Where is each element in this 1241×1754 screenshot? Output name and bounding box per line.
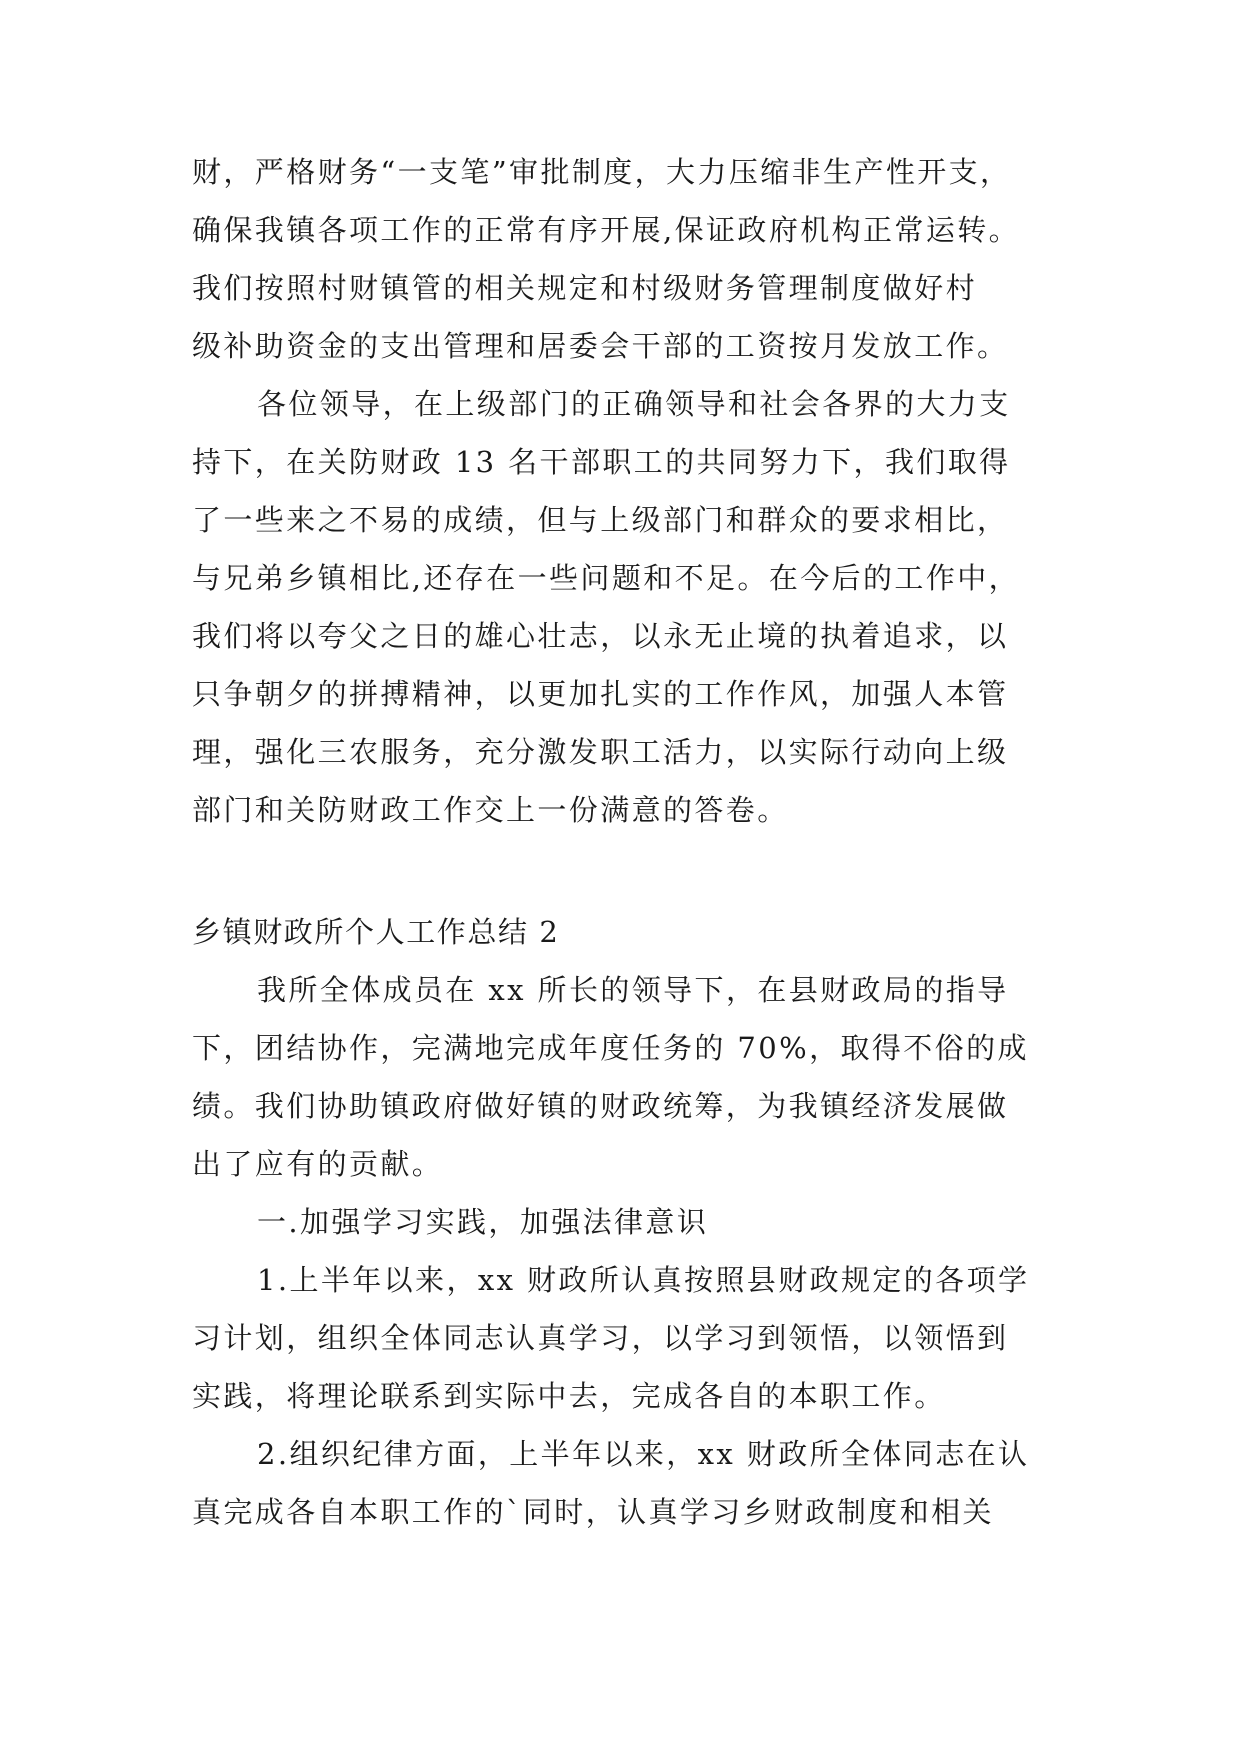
paragraph-line: 我所全体成员在 xx 所长的领导下，在县财政局的指导 bbox=[257, 973, 1009, 1007]
paragraph-line: 只争朝夕的拼搏精神，以更加扎实的工作作风，加强人本管 bbox=[192, 677, 1009, 711]
paragraph-line: 我们将以夸父之日的雄心壮志，以永无止境的执着追求，以 bbox=[192, 619, 1009, 653]
subsection-heading: 一.加强学习实践，加强法律意识 bbox=[257, 1205, 709, 1239]
paragraph-line: 部门和关防财政工作交上一份满意的答卷。 bbox=[192, 793, 789, 827]
paragraph-line: 真完成各自本职工作的`同时，认真学习乡财政制度和相关 bbox=[192, 1495, 994, 1529]
paragraph-line: 出了应有的贡献。 bbox=[192, 1147, 444, 1181]
section-heading: 乡镇财政所个人工作总结 2 bbox=[192, 915, 560, 949]
paragraph-line: 绩。我们协助镇政府做好镇的财政统筹，为我镇经济发展做 bbox=[192, 1089, 1009, 1123]
paragraph-line: 与兄弟乡镇相比,还存在一些问题和不足。在今后的工作中， bbox=[192, 561, 1021, 595]
paragraph-line: 确保我镇各项工作的正常有序开展,保证政府机构正常运转。 bbox=[192, 213, 1021, 247]
paragraph-line: 2.组织纪律方面，上半年以来，xx 财政所全体同志在认 bbox=[257, 1437, 1030, 1471]
paragraph-line: 1.上半年以来，xx 财政所认真按照县财政规定的各项学 bbox=[257, 1263, 1030, 1297]
paragraph-line: 我们按照村财镇管的相关规定和村级财务管理制度做好村 bbox=[192, 271, 978, 305]
paragraph-line: 了一些来之不易的成绩，但与上级部门和群众的要求相比， bbox=[192, 503, 1009, 537]
paragraph-line: 理，强化三农服务，充分激发职工活力，以实际行动向上级 bbox=[192, 735, 1009, 769]
paragraph-line: 实践，将理论联系到实际中去，完成各自的本职工作。 bbox=[192, 1379, 946, 1413]
paragraph-line: 持下，在关防财政 13 名干部职工的共同努力下，我们取得 bbox=[192, 445, 1011, 479]
paragraph-line: 下，团结协作，完满地完成年度任务的 70%，取得不俗的成 bbox=[192, 1031, 1029, 1065]
paragraph-line: 级补助资金的支出管理和居委会干部的工资按月发放工作。 bbox=[192, 329, 1009, 363]
paragraph-line: 习计划，组织全体同志认真学习，以学习到领悟，以领悟到 bbox=[192, 1321, 1009, 1355]
paragraph-line: 各位领导，在上级部门的正确领导和社会各界的大力支 bbox=[257, 387, 1011, 421]
paragraph-line: 财，严格财务“一支笔”审批制度，大力压缩非生产性开支， bbox=[192, 155, 1012, 189]
